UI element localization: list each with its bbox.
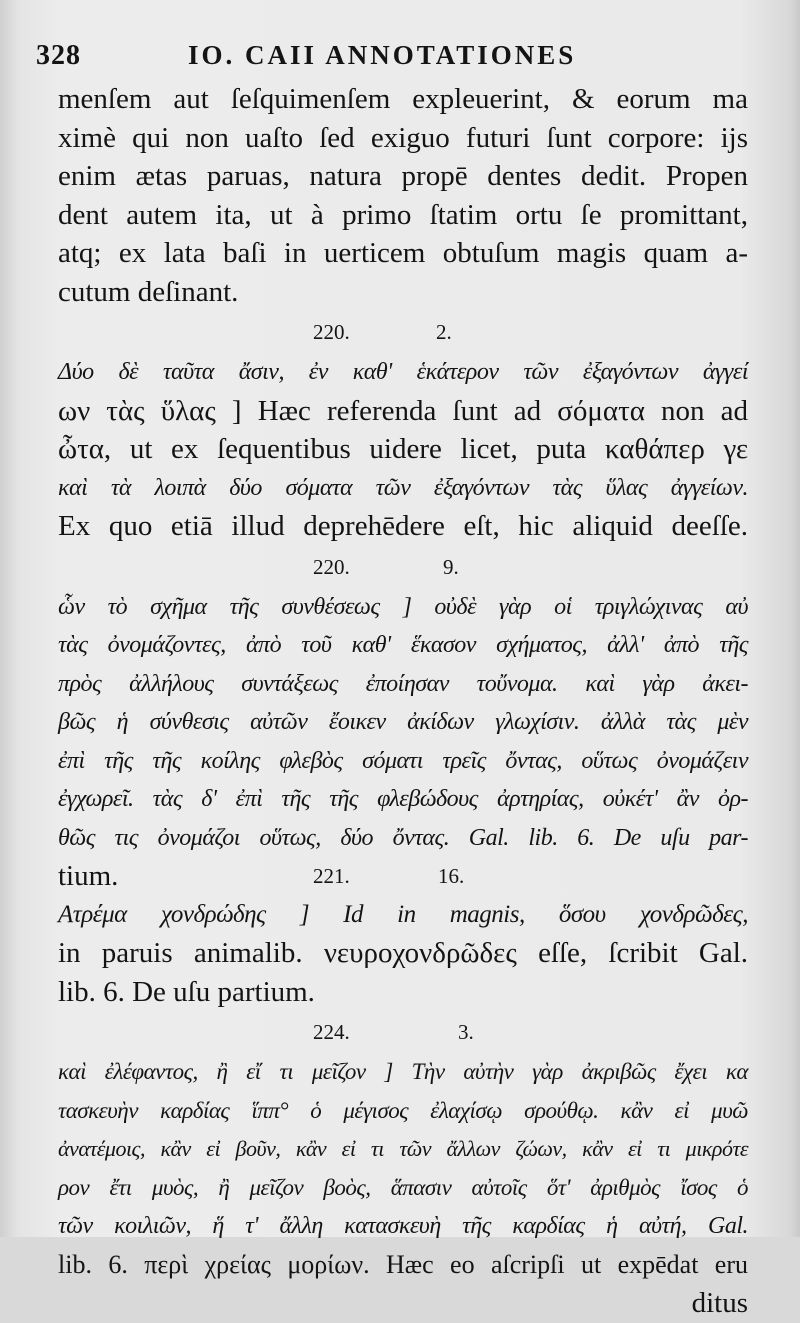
- text-line: Ατρέμα χονδρώδης ] Id in magnis, ὅσου χονδρῶδες,: [58, 900, 748, 928]
- reference-page: 220.: [313, 554, 350, 579]
- reference-page: 224.: [313, 1020, 350, 1044]
- text-line: ὧν τὸ σχῆμα τῆς συνθέσεως ] οὐδὲ γὰρ οἱ τριγλώχινας αὐ: [58, 593, 748, 620]
- text-line: καὶ ἐλέφαντος, ἢ εἴ τι μεῖζον ] Τὴν αὐτὴν γὰρ ἀκριβῶς ἔχει κα: [58, 1059, 748, 1084]
- text-line: ὦτα, ut ex ſequentibus uidere licet, puta καθάπερ γε: [58, 433, 748, 465]
- page-header: [28, 40, 768, 80]
- text-line: in paruis animalib. νευροχονδρῶδες eſſe, ſcribit Gal.: [58, 937, 748, 969]
- page-body: [58, 80, 748, 1323]
- text-line: enim ætas paruas, natura propē dentes dedit. Propen: [58, 160, 748, 192]
- reference-line-row: [58, 857, 748, 896]
- reference-line: 3.: [458, 1020, 474, 1044]
- text-line: cutum deſinant.: [58, 275, 239, 308]
- running-title: IO. CAII ANNOTATIONES: [188, 40, 577, 70]
- annotation: [58, 1053, 748, 1284]
- reference-marker: [58, 546, 748, 588]
- text-line: lib. 6. De uſu partium.: [58, 975, 315, 1008]
- reference-marker: [58, 311, 748, 353]
- text-line: tium.: [58, 860, 119, 892]
- reference-page: 221.: [313, 864, 350, 888]
- text-line: Ex quo etiā illud deprehēdere eſt, hic aliquid deeſſe.: [58, 510, 748, 542]
- text-line: ἀνατέμοις, κἂν εἰ βοῦν, κἂν εἰ τι τῶν ἄλλων ζώων, κἂν εἰ τι μικρότε: [58, 1136, 748, 1161]
- catchword: ditus: [691, 1287, 748, 1319]
- text-line: ἐγχωρεῖ. τὰς δ' ἐπὶ τῆς τῆς φλεβώδους ἀρτηρίας, οὐκέτ' ἂν ὀρ-: [58, 786, 748, 812]
- text-line: ἐπὶ τῆς τῆς κοίλης φλεβὸς σόματι τρεῖς ὄντας, οὕτως ὀνομάζειν: [58, 747, 748, 774]
- reference-page: 220.: [313, 320, 350, 344]
- text-line: βῶς ἡ σύνθεσις αὐτῶν ἔοικεν ἀκίδων γλωχίσιν. ἀλλὰ τὰς μὲν: [58, 709, 748, 735]
- text-line: πρὸς ἀλλήλους συντάξεως ἐποίησαν τοὔνομα. καὶ γὰρ ἀκει-: [58, 670, 748, 697]
- page-number: 328: [36, 40, 81, 71]
- text-line: τῶν κοιλιῶν, ἥ τ' ἄλλη κατασκευὴ τῆς καρδίας ἡ αὐτή, Gal.: [58, 1213, 748, 1239]
- text-line: ρον ἔτι μυὸς, ἢ μεῖζον βοὸς, ἅπασιν αὐτοῖς ὅτ' ἀριθμὸς ἴσος ὁ: [58, 1174, 748, 1200]
- text-line: lib. 6. περὶ χρείας μορίων. Hæc eo aſcripſi ut expēdat eru: [58, 1249, 748, 1279]
- text-line: τασκευὴν καρδίας ἵππ° ὁ μέγισος ἐλαχίσῳ σρούθῳ. κἂν εἰ μυῶ: [58, 1097, 748, 1123]
- text-line: τὰς ὀνομάζοντες, ἀπὸ τοῦ καθ' ἕκασον σχήματος, ἀλλ' ἀπὸ τῆς: [58, 632, 748, 658]
- text-line: καὶ τὰ λοιπὰ δύο σόματα τῶν ἐξαγόντων τὰς ὕλας ἀγγείων.: [58, 474, 748, 501]
- annotation: [58, 353, 748, 546]
- reference-marker: [58, 1011, 748, 1053]
- annotation: [58, 588, 748, 858]
- text-line: menſem aut ſeſquimenſem expleuerint, & eorum ma: [58, 83, 748, 115]
- text-line: Δύο δὲ ταῦτα ἄσιν, ἐν καθ' ἑκάτερον τῶν ἐξαγόντων ἀγγεί: [58, 359, 748, 385]
- annotation: [58, 896, 748, 1012]
- reference-line: 2.: [436, 320, 452, 344]
- text-line: θῶς τις ὀνομάζοι οὕτως, δύο ὄντας. Gal. lib. 6. De uſu par-: [58, 824, 748, 851]
- text-line: ximè qui non uaſto ſed exiguo futuri ſunt corpore: ijs: [58, 121, 748, 154]
- text-line: ων τὰς ὕλας ] Hæc referenda ſunt ad σόματα non ad: [58, 394, 748, 427]
- reference-line: 16.: [438, 864, 465, 888]
- text-line: atq; ex lata baſi in uerticem obtuſum magis quam a-: [58, 237, 748, 269]
- text-line: dent autem ita, ut à primo ſtatim ortu ſe promittant,: [58, 198, 748, 231]
- paragraph: [58, 80, 748, 311]
- reference-line: 9.: [443, 554, 459, 579]
